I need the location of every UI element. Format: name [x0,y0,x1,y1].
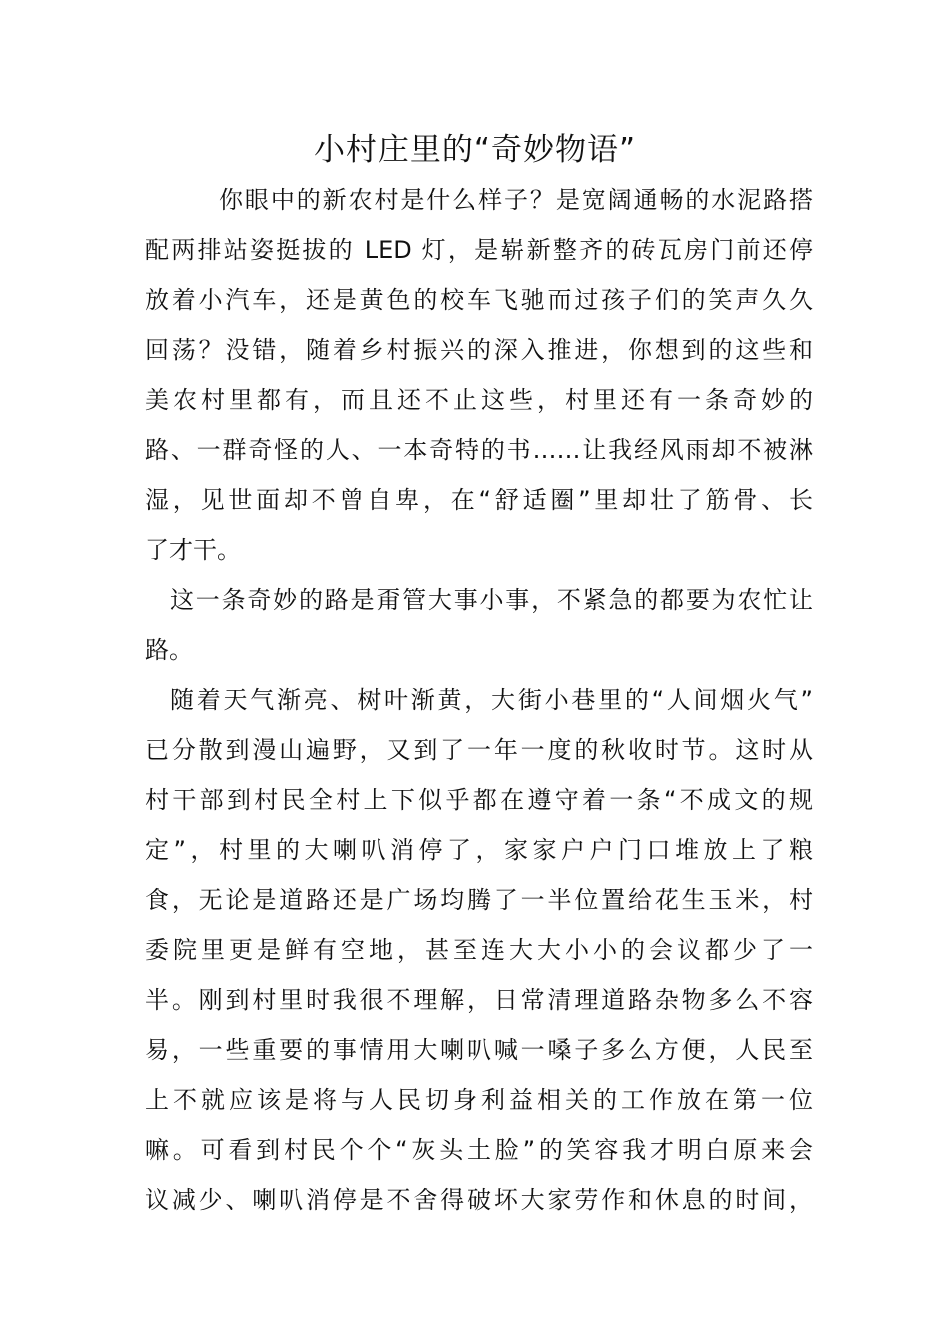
paragraph-line: 湿，见世面却不曾自卑，在“舒适圈”里却壮了筋骨、长 [145,486,813,514]
paragraph-line: 你眼中的新农村是什么样子？是宽阔通畅的水泥路搭 [219,186,813,214]
paragraph-line: 定”，村里的大喇叭消停了，家家户户门口堆放上了粮 [145,836,813,864]
paragraph-line: 半。刚到村里时我很不理解，日常清理道路杂物多么不容 [145,986,813,1014]
paragraph-line: 易，一些重要的事情用大喇叭喊一嗓子多么方便，人民至 [145,1036,813,1064]
paragraph-line: 回荡？没错，随着乡村振兴的深入推进，你想到的这些和 [145,336,813,364]
paragraph-line: 随着天气渐亮、树叶渐黄，大街小巷里的“人间烟火气” [170,686,813,714]
document-title: 小村庄里的“奇妙物语” [313,132,637,168]
paragraph-line: 委院里更是鲜有空地，甚至连大大小小的会议都少了一 [145,936,813,964]
paragraph-line: 议减少、喇叭消停是不舍得破坏大家劳作和休息的时间， [145,1186,813,1214]
paragraph-line: 这一条奇妙的路是甭管大事小事，不紧急的都要为农忙让 [170,586,813,614]
paragraph-line: 嘛。可看到村民个个“灰头土脸”的笑容我才明白原来会 [145,1136,813,1164]
paragraph-line: 美农村里都有，而且还不止这些，村里还有一条奇妙的 [145,386,813,414]
paragraph-line: 食，无论是道路还是广场均腾了一半位置给花生玉米，村 [145,886,813,914]
paragraph-line: 放着小汽车，还是黄色的校车飞驰而过孩子们的笑声久久 [145,286,813,314]
paragraph-line: 已分散到漫山遍野，又到了一年一度的秋收时节。这时从 [145,736,813,764]
paragraph-line: 路、一群奇怪的人、一本奇特的书……让我经风雨却不被淋 [145,436,813,464]
paragraph-line: 配两排站姿挺拔的 LED 灯，是崭新整齐的砖瓦房门前还停 [145,236,813,264]
paragraph-line: 了才干。 [145,536,241,564]
paragraph-line: 村干部到村民全村上下似乎都在遵守着一条“不成文的规 [145,786,813,814]
paragraph-line: 路。 [145,636,193,664]
paragraph-line: 上不就应该是将与人民切身利益相关的工作放在第一位 [145,1086,813,1114]
